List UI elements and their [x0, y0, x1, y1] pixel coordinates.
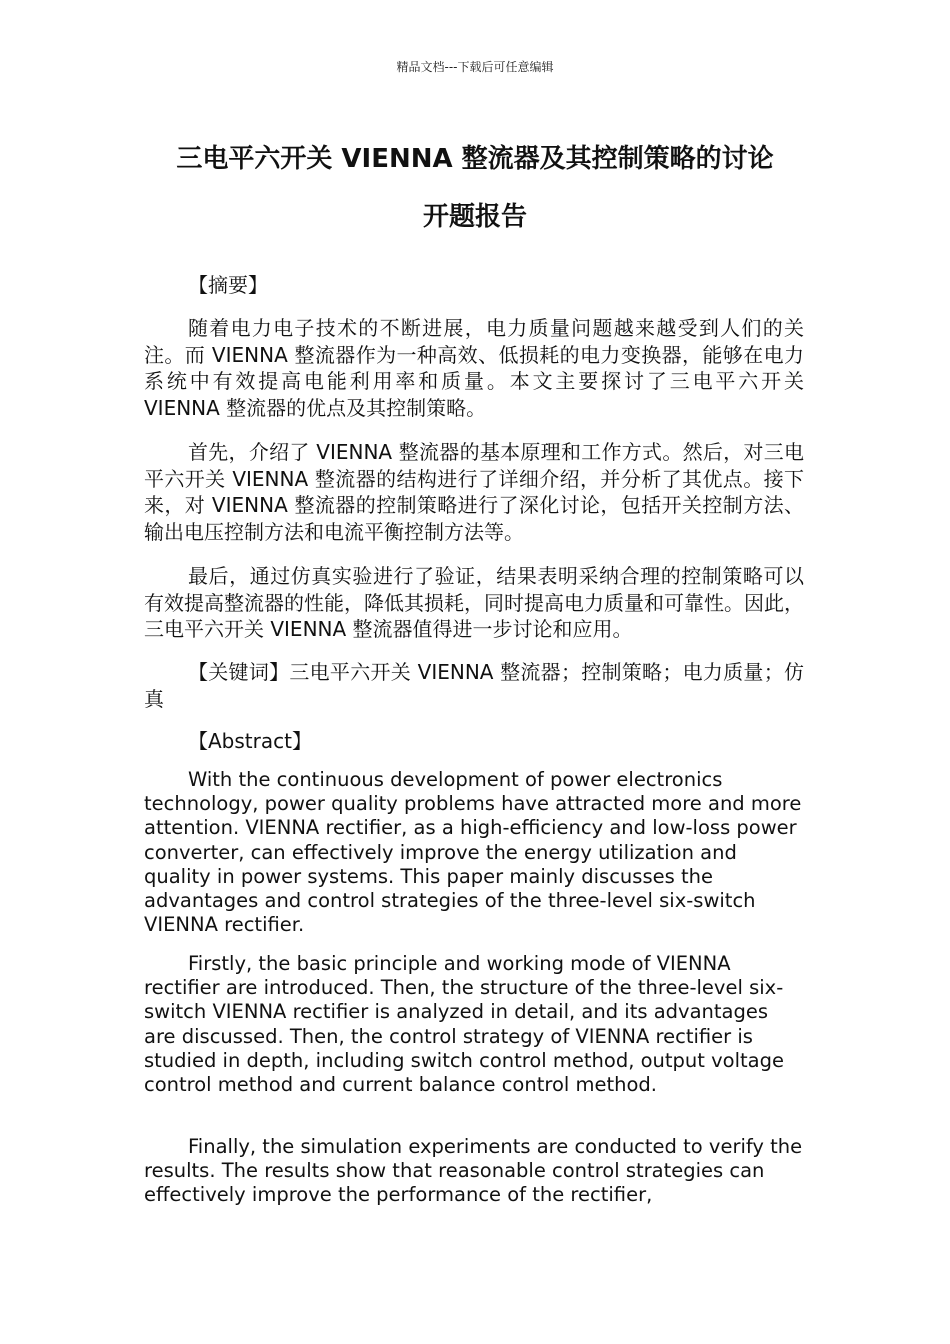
- keywords: 【关键词】三电平六开关 VIENNA 整流器；控制策略；电力质量；仿真: [144, 660, 804, 711]
- abstract-cn-heading-block: [144, 272, 804, 299]
- abstract-en-paragraph: Firstly, the basic principle and working mode of VIENNA rectifier are introduced. Then, the structure of the three-level six-switch VIENNA rectifier is analyzed in detail, and its advantages are discussed. Then, the control strategy of VIENNA rectifier is studied in depth, including switch control method, output voltage control method and current balance control method.: [144, 952, 784, 1097]
- abstract-cn-paragraph: 随着电力电子技术的不断进展，电力质量问题越来越受到人们的关注。而 VIENNA 整流器作为一种高效、低损耗的电力变换器，能够在电力系统中有效提高电能利用率和质量。本文主要探讨了三电平六开关 VIENNA 整流器的优点及其控制策略。: [144, 316, 804, 420]
- abstract-cn-paragraph-3-block: [144, 563, 804, 643]
- abstract-cn-paragraph: 首先，介绍了 VIENNA 整流器的基本原理和工作方式。然后，对三电平六开关 VIENNA 整流器的结构进行了详细介绍，并分析了其优点。接下来，对 VIENNA 整流器的控制策略进行了深化讨论，包括开关控制方法、输出电压控制方法和电流平衡控制方法等。: [144, 440, 804, 544]
- abstract-cn-paragraph-1-block: [144, 315, 804, 421]
- abstract-en-paragraph-3-block: [144, 1135, 804, 1208]
- keywords-block: [144, 659, 804, 712]
- abstract-en-paragraph: Finally, the simulation experiments are conducted to verify the results. The results show that reasonable control strategies can effectively improve the performance of the rectifier,: [144, 1135, 803, 1207]
- document-title: 三电平六开关 VIENNA 整流器及其控制策略的讨论: [176, 144, 774, 174]
- abstract-en-heading: 【Abstract】: [188, 729, 312, 753]
- abstract-cn-paragraph: 最后，通过仿真实验进行了验证，结果表明采纳合理的控制策略可以有效提高整流器的性能，降低其损耗，同时提高电力质量和可靠性。因此，三电平六开关 VIENNA 整流器值得进一步讨论和应用。: [144, 564, 804, 641]
- abstract-en-paragraph: With the continuous development of power electronics technology, power quality problems have attracted more and more attention. VIENNA rectifier, as a high-efficiency and low-loss power converter, can effectively improve the energy utilization and quality in power systems. This paper mainly discusses the advantages and control strategies of the three-level six-switch VIENNA rectifier.: [144, 768, 802, 937]
- header-note: 精品文档---下载后可任意编辑: [396, 60, 554, 74]
- abstract-cn-heading: 【摘要】: [188, 273, 268, 297]
- abstract-en-paragraph-2-block: [144, 952, 804, 1097]
- document-subtitle: 开题报告: [422, 202, 527, 232]
- abstract-cn-paragraph-2-block: [144, 439, 804, 545]
- abstract-en-paragraph-1-block: [144, 768, 804, 937]
- abstract-en-heading-block: [144, 728, 804, 755]
